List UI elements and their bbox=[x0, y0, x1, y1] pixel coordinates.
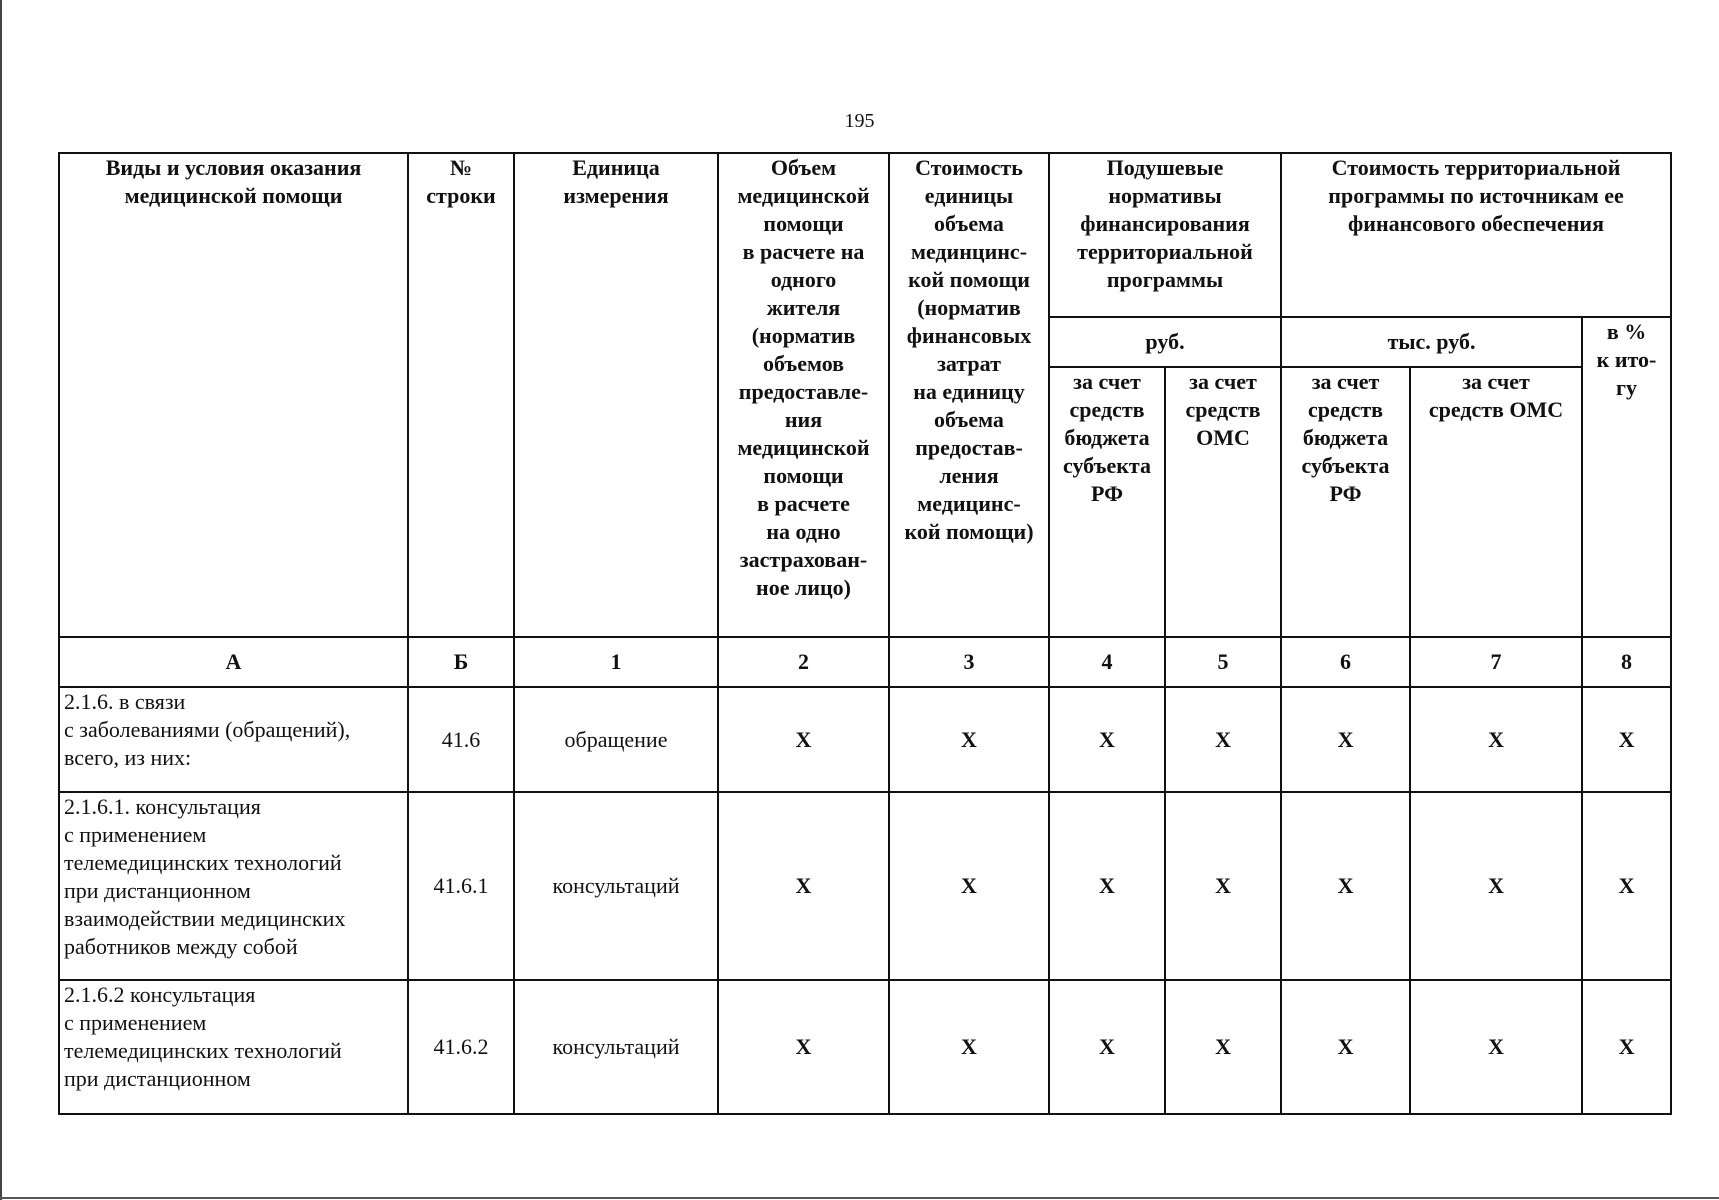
column-number: 2 bbox=[718, 637, 889, 687]
column-number: Б bbox=[408, 637, 514, 687]
page-number: 195 bbox=[844, 110, 875, 132]
row-value: X bbox=[889, 792, 1049, 980]
row-unit: обращение bbox=[514, 687, 718, 792]
header-line-number: № строки bbox=[408, 153, 514, 637]
row-value: X bbox=[718, 792, 889, 980]
row-value: X bbox=[1281, 792, 1410, 980]
header-oms-thous: за счет средств ОМС bbox=[1410, 367, 1582, 637]
header-unit-cost: Стоимость единицы объема мединцинс- кой помощи (норматив финансовых затрат на единицу объема предостав- ления медицинс- кой помощи) bbox=[889, 153, 1049, 637]
table-row bbox=[59, 792, 1671, 980]
row-value: X bbox=[1582, 687, 1671, 792]
row-line-number: 41.6.1 bbox=[408, 792, 514, 980]
header-oms-rub: за счет средств ОМС bbox=[1165, 367, 1281, 637]
header-rub: руб. bbox=[1049, 317, 1281, 367]
row-value: X bbox=[1410, 792, 1582, 980]
header-volume: Объем медицинской помощи в расчете на одного жителя (норматив объемов предоставле- ния медицинской помощи в расчете на одно застрахован- ное лицо) bbox=[718, 153, 889, 637]
header-budget-thous: за счет средств бюджета субъекта РФ bbox=[1281, 367, 1410, 637]
row-value: X bbox=[1165, 687, 1281, 792]
row-name: 2.1.6.1. консультация с применением телемедицинских технологий при дистанционном взаимодействии медицинских работников между собой bbox=[59, 792, 408, 980]
row-value: X bbox=[1582, 980, 1671, 1114]
column-number-row bbox=[59, 637, 1671, 687]
table-row bbox=[59, 687, 1671, 792]
column-number: 7 bbox=[1410, 637, 1582, 687]
row-value: X bbox=[718, 687, 889, 792]
header-program-cost-group: Стоимость территориальной программы по источникам ее финансового обеспечения bbox=[1281, 153, 1671, 317]
row-value: X bbox=[1165, 980, 1281, 1114]
header-row-1 bbox=[59, 153, 1671, 317]
column-number: 5 bbox=[1165, 637, 1281, 687]
scan-edge-left bbox=[0, 0, 2, 1200]
row-value: X bbox=[1281, 980, 1410, 1114]
row-line-number: 41.6.2 bbox=[408, 980, 514, 1114]
row-value: X bbox=[1165, 792, 1281, 980]
row-unit: консультаций bbox=[514, 980, 718, 1114]
row-value: X bbox=[1281, 687, 1410, 792]
row-unit: консультаций bbox=[514, 792, 718, 980]
header-per-capita-group: Подушевые нормативы финансирования территориальной программы bbox=[1049, 153, 1281, 317]
row-value: X bbox=[889, 980, 1049, 1114]
column-number: 1 bbox=[514, 637, 718, 687]
row-value: X bbox=[718, 980, 889, 1114]
header-percent: в % к ито- гу bbox=[1582, 317, 1671, 637]
column-number: 3 bbox=[889, 637, 1049, 687]
row-value: X bbox=[1049, 687, 1165, 792]
header-budget-rub: за счет средств бюджета субъекта РФ bbox=[1049, 367, 1165, 637]
row-name: 2.1.6. в связи с заболеваниями (обращений), всего, из них: bbox=[59, 687, 408, 792]
column-number: 6 bbox=[1281, 637, 1410, 687]
row-value: X bbox=[889, 687, 1049, 792]
column-number: 4 bbox=[1049, 637, 1165, 687]
row-value: X bbox=[1582, 792, 1671, 980]
header-unit: Единица измерения bbox=[514, 153, 718, 637]
row-line-number: 41.6 bbox=[408, 687, 514, 792]
row-value: X bbox=[1410, 980, 1582, 1114]
scan-edge-bottom bbox=[0, 1197, 1719, 1199]
row-value: X bbox=[1410, 687, 1582, 792]
column-number: А bbox=[59, 637, 408, 687]
row-value: X bbox=[1049, 792, 1165, 980]
header-care-type: Виды и условия оказания медицинской помощи bbox=[59, 153, 408, 637]
program-table bbox=[58, 152, 1672, 1115]
column-number: 8 bbox=[1582, 637, 1671, 687]
row-name: 2.1.6.2 консультация с применением телемедицинских технологий при дистанционном bbox=[59, 980, 408, 1114]
table-row bbox=[59, 980, 1671, 1114]
row-value: X bbox=[1049, 980, 1165, 1114]
header-thous-rub: тыс. руб. bbox=[1281, 317, 1582, 367]
